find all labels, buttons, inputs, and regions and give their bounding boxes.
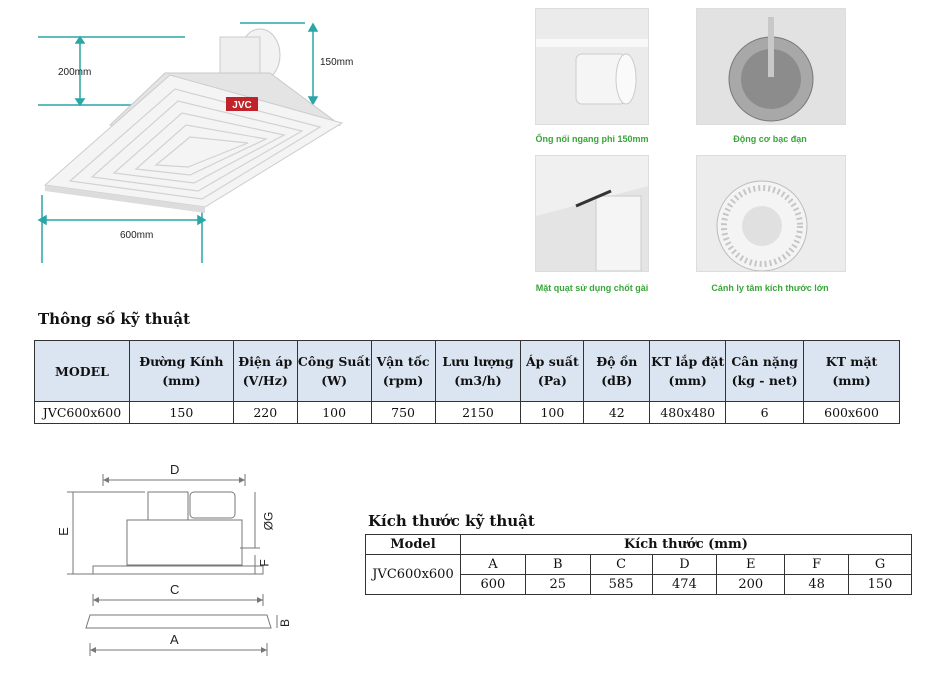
- brand-logo: JVC: [232, 100, 252, 111]
- value-cell: 585: [590, 575, 652, 595]
- size-header: Kích thước (mm): [460, 535, 911, 555]
- letter-cell: G: [849, 555, 912, 575]
- height-label: 200mm: [58, 67, 92, 78]
- label-g: ØG: [261, 511, 276, 531]
- photo-pipe: [535, 8, 649, 125]
- spec-header-cell: KT mặt (mm): [804, 341, 900, 402]
- dimension-title: Kích thước kỹ thuật: [368, 512, 535, 530]
- spec-table: [34, 340, 900, 424]
- spec-title: Thông số kỹ thuật: [38, 310, 191, 328]
- dimension-table: [365, 534, 912, 595]
- letter-cell: F: [785, 555, 849, 575]
- label-f: F: [257, 559, 272, 567]
- label-b: B: [278, 618, 293, 628]
- spec-header-cell: Cân nặng (kg - net): [726, 341, 804, 402]
- spec-cell: 480x480: [650, 402, 726, 424]
- label-d: D: [170, 462, 180, 477]
- photo-pipe-caption: Ống nối ngang phi 150mm: [535, 134, 649, 144]
- spec-header-cell: Đường Kính (mm): [129, 341, 233, 402]
- table-row: [35, 402, 900, 424]
- spec-cell: 750: [371, 402, 435, 424]
- label-e: E: [55, 527, 71, 536]
- letter-cell: B: [525, 555, 590, 575]
- spec-cell: 600x600: [804, 402, 900, 424]
- product-drawing: [30, 15, 370, 275]
- value-cell: 600: [460, 575, 525, 595]
- model-cell: JVC600x600: [366, 555, 461, 595]
- value-cell: 150: [849, 575, 912, 595]
- value-cell: 474: [652, 575, 717, 595]
- dimension-letter-row: [366, 555, 912, 575]
- photo-clip: [535, 155, 649, 272]
- motor-photo-icon: [697, 9, 845, 124]
- width-label: 600mm: [120, 230, 154, 241]
- spec-header-cell: KT lắp đặt (mm): [650, 341, 726, 402]
- spec-cell: 100: [521, 402, 584, 424]
- spec-header-cell: Lưu lượng (m3/h): [435, 341, 521, 402]
- technical-drawing: [45, 460, 305, 660]
- dimension-header-row: [366, 535, 912, 555]
- label-c: C: [170, 582, 180, 597]
- value-cell: 48: [785, 575, 849, 595]
- pipe-photo-icon: [536, 9, 648, 124]
- spec-header-cell: Độ ồn (dB): [584, 341, 650, 402]
- photo-clip-caption: Mặt quạt sử dụng chốt gài: [535, 283, 649, 293]
- spec-cell: 220: [233, 402, 297, 424]
- spec-header-cell: Áp suất (Pa): [521, 341, 584, 402]
- spec-header-cell: Công Suất (W): [297, 341, 371, 402]
- spec-cell: 100: [297, 402, 371, 424]
- letter-cell: D: [652, 555, 717, 575]
- photo-motor: [696, 8, 846, 125]
- label-a: A: [170, 632, 179, 647]
- value-cell: 25: [525, 575, 590, 595]
- letter-cell: C: [590, 555, 652, 575]
- spec-cell: 6: [726, 402, 804, 424]
- spec-header-cell: Vận tốc (rpm): [371, 341, 435, 402]
- spec-cell: 150: [129, 402, 233, 424]
- model-header: Model: [366, 535, 461, 555]
- fan-illustration: [30, 15, 370, 275]
- clip-photo-icon: [536, 156, 648, 271]
- spec-cell: 2150: [435, 402, 521, 424]
- letter-cell: E: [717, 555, 785, 575]
- photo-motor-caption: Động cơ bạc đạn: [733, 134, 807, 144]
- pipe-label: 150mm: [320, 57, 354, 68]
- spec-cell: JVC600x600: [35, 402, 130, 424]
- impeller-photo-icon: [697, 156, 845, 271]
- spec-header-row: [35, 341, 900, 402]
- photo-impeller-caption: Cánh ly tâm kích thước lớn: [711, 283, 829, 293]
- value-cell: 200: [717, 575, 785, 595]
- photo-impeller: [696, 155, 846, 272]
- spec-header-cell: Điện áp (V/Hz): [233, 341, 297, 402]
- spec-cell: 42: [584, 402, 650, 424]
- letter-cell: A: [460, 555, 525, 575]
- spec-header-cell: MODEL: [35, 341, 130, 402]
